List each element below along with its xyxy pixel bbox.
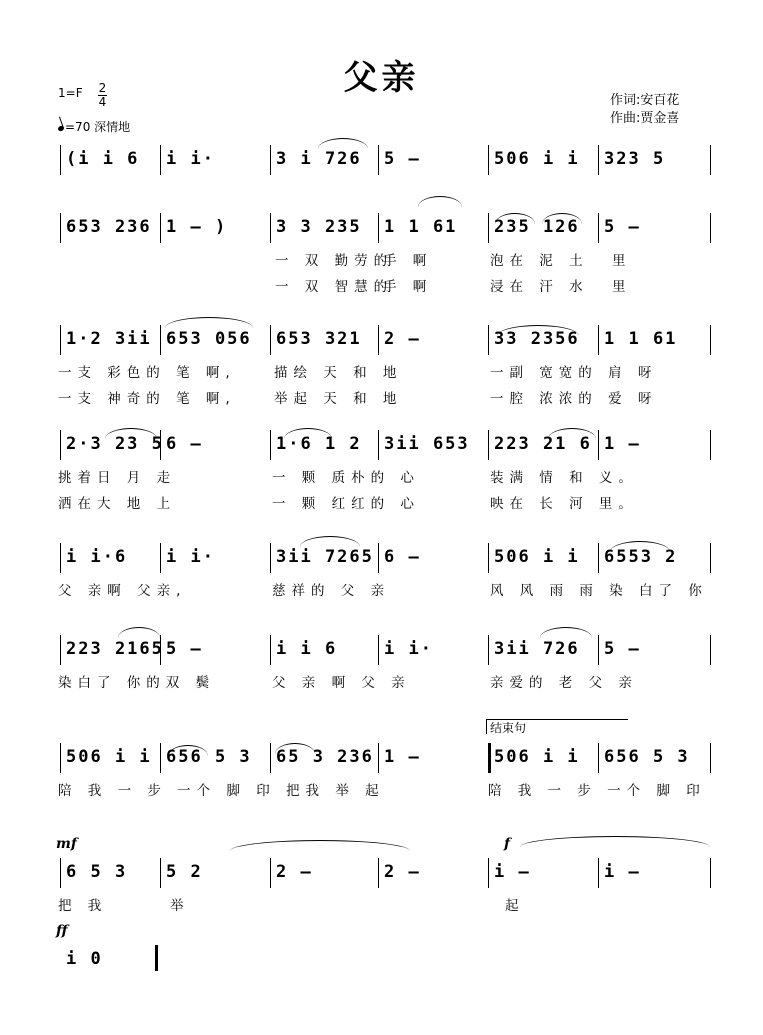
measure-notes: 2 – — [276, 862, 313, 882]
measure-notes: i i· — [166, 547, 215, 567]
lyric-line-1: 慈祥的 父 亲 — [272, 583, 391, 599]
slur-mark — [300, 536, 360, 547]
barline — [270, 858, 271, 888]
barline — [60, 325, 61, 355]
lyric-line-1: 一 双 勤劳的 — [275, 253, 394, 269]
measure-notes: i – — [604, 862, 641, 882]
barline — [60, 213, 61, 243]
barline — [378, 543, 379, 573]
barline — [160, 325, 161, 355]
lyric-line-2: 浸在 汗 水 — [490, 279, 589, 295]
barline — [488, 858, 489, 888]
barline — [488, 325, 489, 355]
key-signature: 1=F — [58, 86, 83, 100]
measure-notes: 6553 2 — [604, 547, 678, 567]
barline — [488, 543, 489, 573]
measure-notes: 1 – ) — [166, 217, 228, 237]
lyric-line-1: 描绘 天 和 地 — [274, 365, 403, 381]
measure-notes: 506 i i — [494, 149, 580, 169]
barline — [378, 635, 379, 665]
barline — [488, 743, 491, 773]
measure-notes: i – — [494, 862, 531, 882]
lyric-line-1: 装满 情 和 义。 — [490, 470, 638, 486]
barline — [160, 213, 161, 243]
measure-notes: 506 i i — [66, 747, 152, 767]
system-9 — [0, 923, 763, 1035]
barline — [378, 743, 379, 773]
barline — [270, 325, 271, 355]
lyric-line-2: 映在 长 河 里。 — [490, 496, 638, 512]
measure-notes: 323 5 — [604, 149, 666, 169]
lyric-line-1: 父 亲啊 父亲, — [58, 583, 187, 599]
measure-notes: 506 i i — [494, 747, 580, 767]
barline — [710, 325, 711, 355]
measure-notes: 1·6 1 2 — [276, 434, 362, 454]
measure-notes: 65 3 236 — [276, 747, 374, 767]
barline — [60, 743, 61, 773]
measure-notes: 5 – — [166, 639, 203, 659]
barline — [378, 430, 379, 460]
song-title: 父亲 — [343, 58, 420, 98]
lyric-line-1: 风 风 雨 雨 染 白了 你 — [490, 583, 708, 599]
measure-notes: 656 5 3 — [604, 747, 690, 767]
barline — [598, 635, 599, 665]
barline — [160, 743, 161, 773]
measure-notes: 2 – — [384, 329, 421, 349]
lyric-line-1: 里 — [612, 253, 632, 269]
dynamic-marking: f — [504, 836, 511, 852]
measure-notes: 653 321 — [276, 329, 362, 349]
time-signature: 2 4 — [98, 81, 107, 109]
barline — [378, 325, 379, 355]
lyric-line-1: 手 啊 — [383, 253, 433, 269]
barline — [710, 430, 711, 460]
lyric-line-1: 陪 我 一 步 一个 脚 印 把我 举 起 — [58, 783, 385, 799]
credits — [610, 92, 679, 128]
measure-notes: 1 1 61 — [604, 329, 678, 349]
measure-notes: i i 6 — [276, 639, 338, 659]
measure-notes: 5 2 — [166, 862, 203, 882]
tempo-marking: =70 深情地 — [58, 118, 130, 135]
measure-notes: 5 – — [604, 639, 641, 659]
dynamic-marking: mf — [56, 836, 77, 852]
quarter-note-icon — [57, 125, 64, 132]
barline — [60, 635, 61, 665]
system-6 — [0, 635, 763, 725]
barline — [598, 743, 599, 773]
barline — [488, 430, 489, 460]
slur-mark — [520, 836, 710, 847]
lyric-line-2: 一 颗 红红的 心 — [272, 496, 420, 512]
lyric-line-1: 挑着日 月 走 — [58, 470, 177, 486]
system-4 — [0, 430, 763, 520]
measure-notes: 1·2 3ii — [66, 329, 152, 349]
barline — [60, 543, 61, 573]
lyricist: 作词:安百花 — [610, 93, 680, 108]
barline — [160, 145, 161, 175]
lyric-line-1: 泡在 泥 土 — [490, 253, 589, 269]
measure-notes: 1 – — [384, 747, 421, 767]
barline — [378, 213, 379, 243]
lyric-line-1: 亲爱的 老 父 亲 — [490, 675, 638, 691]
lyric-line-2: 一支 神奇的 笔 啊, — [58, 391, 236, 407]
measure-notes: 3ii 726 — [494, 639, 580, 659]
ending-bracket: 结束句 — [486, 719, 628, 734]
lyric-line-1: 把 我 — [58, 898, 108, 914]
system-7 — [0, 721, 763, 833]
barline — [710, 145, 711, 175]
lyric-line-1: 一 颗 质朴的 心 — [272, 470, 420, 486]
measure-notes: 3 i 726 — [276, 149, 362, 169]
barline — [270, 145, 271, 175]
measure-notes: 506 i i — [494, 547, 580, 567]
barline — [710, 543, 711, 573]
barline — [160, 858, 161, 888]
lyric-line-2: 举起 天 和 地 — [274, 391, 403, 407]
lyric-line-2: 一腔 浓浓的 爱 呀 — [490, 391, 658, 407]
measure-notes: 656 5 3 — [166, 747, 252, 767]
dynamic-marking: ff — [56, 923, 68, 939]
system-3 — [0, 325, 763, 415]
lyric-line-1: 一支 彩色的 笔 啊, — [58, 365, 236, 381]
lyric-line-1: 染白了 你的双 鬓 — [58, 675, 216, 691]
barline — [60, 430, 61, 460]
measure-notes: 2 – — [384, 862, 421, 882]
barline — [270, 430, 271, 460]
barline — [598, 430, 599, 460]
measure-notes: 3ii 653 — [384, 434, 470, 454]
measure-notes: 6 5 3 — [66, 862, 128, 882]
lyric-line-1: 起 — [505, 898, 525, 914]
lyric-line-1: 一副 宽宽的 肩 呀 — [490, 365, 658, 381]
lyric-line-1: 举 — [170, 898, 190, 914]
barline — [598, 145, 599, 175]
slur-mark — [230, 840, 410, 851]
barline — [378, 145, 379, 175]
slur-mark — [165, 317, 253, 328]
barline — [598, 858, 599, 888]
measure-notes: 235 126 — [494, 217, 580, 237]
composer: 作曲:贾金喜 — [610, 111, 680, 126]
barline — [710, 743, 711, 773]
measure-notes: 1 – — [604, 434, 641, 454]
system-8 — [0, 836, 763, 948]
measure-notes: i 0 — [66, 949, 103, 969]
barline — [710, 635, 711, 665]
system-5 — [0, 543, 763, 633]
system-2 — [0, 213, 763, 303]
barline — [270, 543, 271, 573]
barline — [270, 213, 271, 243]
measure-notes: (i i 6 — [66, 149, 140, 169]
barline — [488, 213, 489, 243]
lyric-line-1: 父 亲 啊 父 亲 — [272, 675, 411, 691]
final-barline — [155, 945, 158, 971]
measure-notes: 223 21 6 — [494, 434, 592, 454]
measure-notes: 2·3 23 5 — [66, 434, 164, 454]
measure-notes: 5 – — [384, 149, 421, 169]
barline — [488, 145, 489, 175]
slur-mark — [318, 138, 368, 149]
barline — [270, 635, 271, 665]
measure-notes: 6 – — [384, 547, 421, 567]
measure-notes: 6 – — [166, 434, 203, 454]
barline — [710, 213, 711, 243]
lyric-line-2: 手 啊 — [383, 279, 433, 295]
lyric-line-2: 里 — [612, 279, 632, 295]
measure-notes: 3 3 235 — [276, 217, 362, 237]
barline — [598, 325, 599, 355]
lyric-line-2: 洒在大 地 上 — [58, 496, 177, 512]
measure-notes: i i· — [384, 639, 433, 659]
measure-notes: 5 – — [604, 217, 641, 237]
measure-notes: 1 1 61 — [384, 217, 458, 237]
barline — [160, 543, 161, 573]
measure-notes: 3ii 7265 — [276, 547, 374, 567]
measure-notes: 653 056 — [166, 329, 252, 349]
barline — [598, 543, 599, 573]
barline — [60, 858, 61, 888]
lyric-line-1: 陪 我 一 步 一个 脚 印 — [488, 783, 706, 799]
lyric-line-2: 一 双 智慧的 — [275, 279, 394, 295]
barline — [378, 858, 379, 888]
measure-notes: i i· — [166, 149, 215, 169]
barline — [488, 635, 489, 665]
measure-notes: i i·6 — [66, 547, 128, 567]
barline — [710, 858, 711, 888]
measure-notes: 653 236 — [66, 217, 152, 237]
measure-notes: 223 2165 — [66, 639, 164, 659]
barline — [60, 145, 61, 175]
barline — [598, 213, 599, 243]
barline — [270, 743, 271, 773]
measure-notes: 33 2356 — [494, 329, 580, 349]
